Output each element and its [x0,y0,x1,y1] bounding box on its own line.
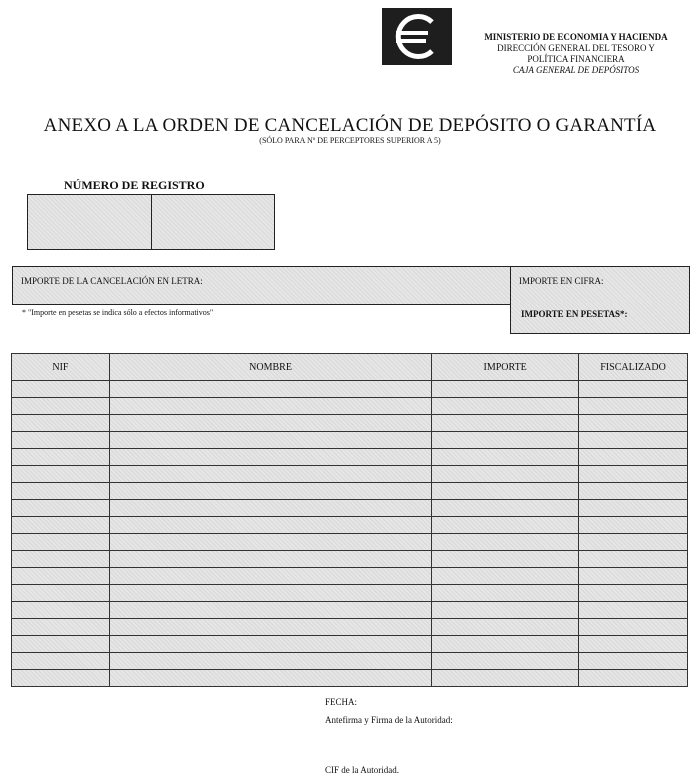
euro-logo [382,8,452,65]
table-row [12,670,688,687]
table-body [12,381,688,687]
caja-name: CAJA GENERAL DE DEPÓSITOS [512,65,640,75]
cell-importe[interactable] [432,500,579,517]
cell-fiscalizado[interactable] [579,398,688,415]
cell-importe[interactable] [432,568,579,585]
pesetas-note: * "Importe en pesetas se indica sólo a efectos informativos" [22,308,214,317]
table-row [12,415,688,432]
cell-nombre[interactable] [109,466,431,483]
cell-nombre[interactable] [109,551,431,568]
cell-nif[interactable] [12,636,110,653]
perceptores-table [11,353,688,687]
registro-label: NÚMERO DE REGISTRO [64,178,205,192]
cell-nombre[interactable] [109,568,431,585]
table-row [12,568,688,585]
cell-importe[interactable] [432,432,579,449]
table-row [12,602,688,619]
table-row [12,483,688,500]
cell-nombre[interactable] [109,483,431,500]
cell-nombre[interactable] [109,449,431,466]
column-header-nombre: NOMBRE [109,354,431,381]
cell-nombre[interactable] [109,653,431,670]
cell-importe[interactable] [432,381,579,398]
cell-importe[interactable] [432,636,579,653]
cell-fiscalizado[interactable] [579,619,688,636]
cell-nombre[interactable] [109,619,431,636]
fecha-label: FECHA: [325,697,358,707]
document-title: ANEXO A LA ORDEN DE CANCELACIÓN DE DEPÓSITO O GARANTÍA [43,115,657,136]
table-row [12,517,688,534]
cell-fiscalizado[interactable] [579,585,688,602]
cell-nombre[interactable] [109,534,431,551]
cell-fiscalizado[interactable] [579,466,688,483]
cell-importe[interactable] [432,449,579,466]
importe-pesetas-field[interactable] [510,303,690,334]
table-row [12,585,688,602]
cell-nif[interactable] [12,551,110,568]
table-row [12,500,688,517]
cell-nombre[interactable] [109,500,431,517]
cell-nombre[interactable] [109,585,431,602]
column-header-fiscalizado: FISCALIZADO [579,354,688,381]
cell-nombre[interactable] [109,636,431,653]
cell-importe[interactable] [432,534,579,551]
cell-fiscalizado[interactable] [579,602,688,619]
table-row [12,534,688,551]
cell-fiscalizado[interactable] [579,653,688,670]
registro-cell-2[interactable] [151,195,275,249]
cell-nif[interactable] [12,585,110,602]
cell-importe[interactable] [432,585,579,602]
cell-importe[interactable] [432,483,579,500]
cell-importe[interactable] [432,670,579,687]
cell-nif[interactable] [12,398,110,415]
table-row [12,466,688,483]
registro-cell-1[interactable] [28,195,151,249]
cell-nif[interactable] [12,381,110,398]
cell-importe[interactable] [432,619,579,636]
cell-importe[interactable] [432,517,579,534]
cell-fiscalizado[interactable] [579,551,688,568]
cell-importe[interactable] [432,466,579,483]
document-subtitle: (SÓLO PARA Nº DE PERCEPTORES SUPERIOR A 5) [259,136,441,145]
table-row [12,398,688,415]
cell-nombre[interactable] [109,602,431,619]
cell-nif[interactable] [12,568,110,585]
cell-fiscalizado[interactable] [579,432,688,449]
column-header-nif: NIF [12,354,110,381]
cell-fiscalizado[interactable] [579,500,688,517]
importe-letra-label: IMPORTE DE LA CANCELACIÓN EN LETRA: [21,276,203,286]
table-row [12,432,688,449]
cell-nif[interactable] [12,500,110,517]
cell-nif[interactable] [12,483,110,500]
cell-nif[interactable] [12,602,110,619]
cell-nombre[interactable] [109,670,431,687]
cell-fiscalizado[interactable] [579,534,688,551]
cell-importe[interactable] [432,653,579,670]
direction-line-1: DIRECCIÓN GENERAL DEL TESORO Y [497,43,655,53]
table-row [12,449,688,466]
euro-sign-icon [382,8,452,65]
cell-nombre[interactable] [109,432,431,449]
importe-cifra-field[interactable] [510,266,690,305]
cell-nif[interactable] [12,653,110,670]
cell-nif[interactable] [12,670,110,687]
cell-nombre[interactable] [109,415,431,432]
cif-autoridad-label: CIF de la Autoridad. [325,765,399,775]
column-header-importe: IMPORTE [432,354,579,381]
cell-fiscalizado[interactable] [579,381,688,398]
cell-nombre[interactable] [109,398,431,415]
table-row [12,381,688,398]
cell-nif[interactable] [12,619,110,636]
direction-line-2: POLÍTICA FINANCIERA [527,54,625,64]
cell-fiscalizado[interactable] [579,415,688,432]
cell-fiscalizado[interactable] [579,517,688,534]
cell-fiscalizado[interactable] [579,568,688,585]
cell-fiscalizado[interactable] [579,449,688,466]
cell-importe[interactable] [432,551,579,568]
importe-cifra-label: IMPORTE EN CIFRA: [519,276,604,286]
cell-nif[interactable] [12,449,110,466]
cell-nombre[interactable] [109,517,431,534]
registro-field[interactable] [27,194,275,250]
cell-nif[interactable] [12,466,110,483]
table-row [12,636,688,653]
cell-importe[interactable] [432,415,579,432]
institution-header [456,32,696,76]
cell-nif[interactable] [12,534,110,551]
antefirma-label: Antefirma y Firma de la Autoridad: [325,715,453,725]
ministry-name: MINISTERIO DE ECONOMIA Y HACIENDA [484,32,668,42]
cell-nif[interactable] [12,432,110,449]
cell-fiscalizado[interactable] [579,670,688,687]
table-row [12,619,688,636]
cell-fiscalizado[interactable] [579,636,688,653]
cell-importe[interactable] [432,398,579,415]
table-row [12,551,688,568]
cell-fiscalizado[interactable] [579,483,688,500]
importe-letra-field[interactable] [12,266,511,305]
cell-nif[interactable] [12,415,110,432]
table-header-row [12,354,688,381]
cell-importe[interactable] [432,602,579,619]
table-row [12,653,688,670]
cell-nombre[interactable] [109,381,431,398]
cell-nif[interactable] [12,517,110,534]
importe-pesetas-label: IMPORTE EN PESETAS*: [521,309,628,319]
